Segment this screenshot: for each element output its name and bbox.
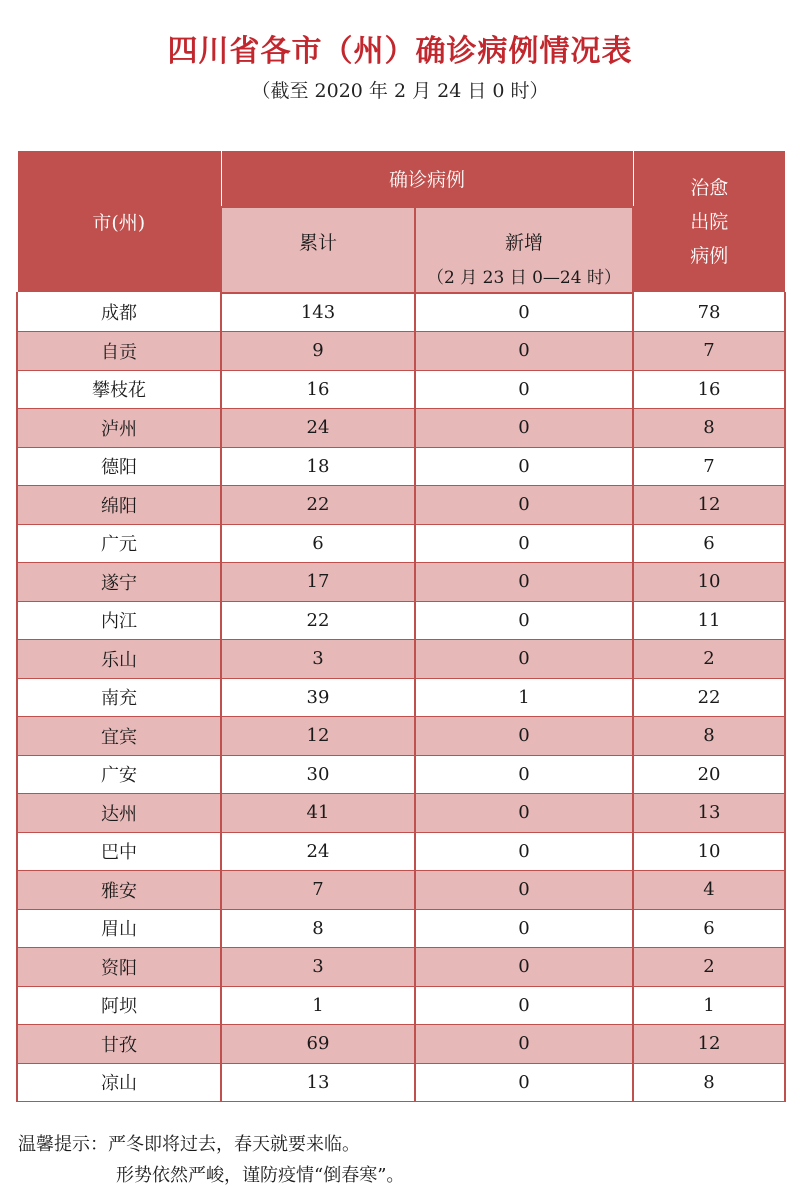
cell-city: 绵阳 xyxy=(17,486,221,525)
cell-city: 内江 xyxy=(17,601,221,640)
cell-cumulative: 12 xyxy=(221,717,415,756)
cell-cumulative: 1 xyxy=(221,986,415,1025)
cell-cumulative: 39 xyxy=(221,678,415,717)
cell-city: 达州 xyxy=(17,794,221,833)
table-row xyxy=(17,563,785,602)
table-row xyxy=(17,1063,785,1102)
cell-cured: 10 xyxy=(633,832,785,871)
cell-cumulative: 13 xyxy=(221,1063,415,1102)
cell-cured: 78 xyxy=(633,293,785,332)
cell-cumulative: 3 xyxy=(221,640,415,679)
table-row xyxy=(17,370,785,409)
cell-city: 巴中 xyxy=(17,832,221,871)
cell-cured: 20 xyxy=(633,755,785,794)
cell-new: 0 xyxy=(415,332,633,371)
cases-table xyxy=(16,150,786,1102)
cell-new: 0 xyxy=(415,794,633,833)
table-row xyxy=(17,524,785,563)
cell-new: 0 xyxy=(415,293,633,332)
header-new-period: （2 月 23 日 0—24 时） xyxy=(427,267,621,288)
table-row xyxy=(17,794,785,833)
cell-cured: 8 xyxy=(633,1063,785,1102)
cell-new: 0 xyxy=(415,447,633,486)
cell-city: 遂宁 xyxy=(17,563,221,602)
cell-cumulative: 143 xyxy=(221,293,415,332)
cell-new: 0 xyxy=(415,409,633,448)
cell-cured: 7 xyxy=(633,332,785,371)
cell-city: 宜宾 xyxy=(17,717,221,756)
tip-line-1: 温馨提示：严冬即将过去，春天就要来临。 xyxy=(18,1134,360,1155)
cell-cumulative: 18 xyxy=(221,447,415,486)
cell-new: 1 xyxy=(415,678,633,717)
table-row xyxy=(17,640,785,679)
cell-city: 阿坝 xyxy=(17,986,221,1025)
cell-city: 广安 xyxy=(17,755,221,794)
cell-cured: 12 xyxy=(633,486,785,525)
cell-cumulative: 22 xyxy=(221,486,415,525)
table-row xyxy=(17,832,785,871)
cell-city: 甘孜 xyxy=(17,1025,221,1064)
cell-cured: 4 xyxy=(633,871,785,910)
cell-cured: 7 xyxy=(633,447,785,486)
header-cured-line1: 治愈 xyxy=(690,176,729,199)
table-row xyxy=(17,948,785,987)
cell-cumulative: 24 xyxy=(221,832,415,871)
cell-cumulative: 3 xyxy=(221,948,415,987)
cell-cured: 11 xyxy=(633,601,785,640)
cell-new: 0 xyxy=(415,1063,633,1102)
cell-city: 乐山 xyxy=(17,640,221,679)
cell-city: 自贡 xyxy=(17,332,221,371)
header-city: 市(州) xyxy=(17,151,221,293)
cell-city: 泸州 xyxy=(17,409,221,448)
cell-city: 资阳 xyxy=(17,948,221,987)
cell-cumulative: 7 xyxy=(221,871,415,910)
cell-city: 德阳 xyxy=(17,447,221,486)
cell-new: 0 xyxy=(415,948,633,987)
cell-cumulative: 30 xyxy=(221,755,415,794)
cell-new: 0 xyxy=(415,601,633,640)
cell-cured: 12 xyxy=(633,1025,785,1064)
header-new xyxy=(415,207,633,293)
cell-new: 0 xyxy=(415,1025,633,1064)
header-cumulative xyxy=(221,207,415,293)
cell-city: 凉山 xyxy=(17,1063,221,1102)
cell-new: 0 xyxy=(415,717,633,756)
cell-cured: 8 xyxy=(633,717,785,756)
table-row xyxy=(17,717,785,756)
cell-cured: 8 xyxy=(633,409,785,448)
cell-cured: 1 xyxy=(633,986,785,1025)
cell-cured: 13 xyxy=(633,794,785,833)
cell-cured: 10 xyxy=(633,563,785,602)
cell-cumulative: 17 xyxy=(221,563,415,602)
page-subtitle: （截至 2020 年 2 月 24 日 0 时） xyxy=(251,80,549,102)
header-new-label: 新增 xyxy=(505,231,544,254)
header-cumulative-label: 累计 xyxy=(298,231,337,254)
cell-cumulative: 41 xyxy=(221,794,415,833)
header-confirmed-group: 确诊病例 xyxy=(221,151,633,207)
cell-cured: 2 xyxy=(633,640,785,679)
cell-cured: 2 xyxy=(633,948,785,987)
table-row xyxy=(17,409,785,448)
header-cured-line2: 出院 xyxy=(690,210,729,233)
cell-cured: 16 xyxy=(633,370,785,409)
cell-city: 广元 xyxy=(17,524,221,563)
cell-new: 0 xyxy=(415,986,633,1025)
table-row xyxy=(17,486,785,525)
cell-city: 南充 xyxy=(17,678,221,717)
table-row xyxy=(17,755,785,794)
cell-new: 0 xyxy=(415,563,633,602)
cell-cured: 6 xyxy=(633,909,785,948)
header-cured-line3: 病例 xyxy=(690,244,729,267)
cell-cured: 22 xyxy=(633,678,785,717)
table-row xyxy=(17,678,785,717)
cell-cumulative: 8 xyxy=(221,909,415,948)
cell-cumulative: 24 xyxy=(221,409,415,448)
header-cured xyxy=(633,151,785,293)
table-row xyxy=(17,1025,785,1064)
cell-cumulative: 6 xyxy=(221,524,415,563)
cell-city: 雅安 xyxy=(17,871,221,910)
cell-cumulative: 22 xyxy=(221,601,415,640)
cell-new: 0 xyxy=(415,755,633,794)
cell-new: 0 xyxy=(415,370,633,409)
cell-cumulative: 69 xyxy=(221,1025,415,1064)
cell-new: 0 xyxy=(415,909,633,948)
page-title: 四川省各市（州）确诊病例情况表 xyxy=(167,34,633,69)
cell-new: 0 xyxy=(415,871,633,910)
cell-city: 眉山 xyxy=(17,909,221,948)
table-row xyxy=(17,871,785,910)
cell-new: 0 xyxy=(415,486,633,525)
table-row xyxy=(17,293,785,332)
cell-cumulative: 16 xyxy=(221,370,415,409)
table-body xyxy=(17,293,785,1102)
cell-new: 0 xyxy=(415,524,633,563)
cell-city: 攀枝花 xyxy=(17,370,221,409)
cell-cured: 6 xyxy=(633,524,785,563)
table-row xyxy=(17,332,785,371)
cell-new: 0 xyxy=(415,832,633,871)
table-row xyxy=(17,601,785,640)
cell-new: 0 xyxy=(415,640,633,679)
table-row xyxy=(17,909,785,948)
cell-city: 成都 xyxy=(17,293,221,332)
tip-line-2: 形势依然严峻，谨防疫情“倒春寒”。 xyxy=(116,1165,405,1186)
table-row xyxy=(17,986,785,1025)
table-row xyxy=(17,447,785,486)
cell-cumulative: 9 xyxy=(221,332,415,371)
